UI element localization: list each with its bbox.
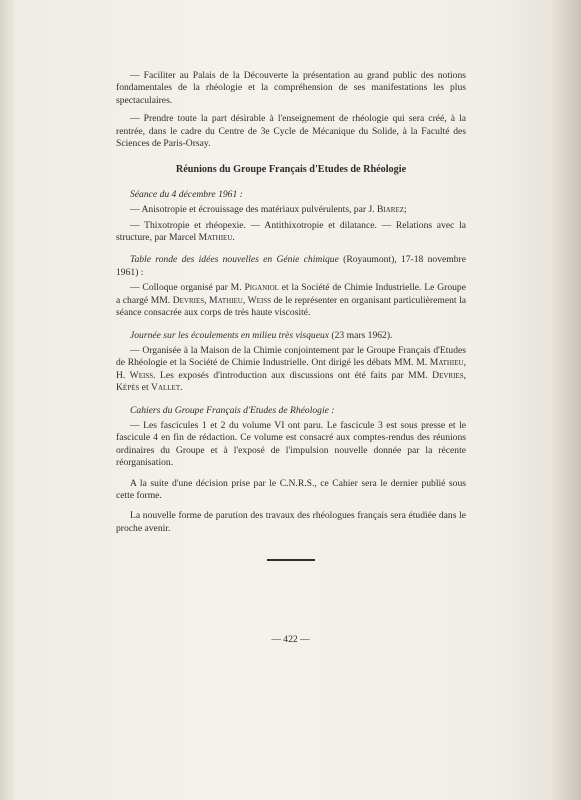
seance-item-1: — Anisotropie et écrouissage des matériaux pulvérulents, par J. Biarez; (130, 204, 407, 216)
seance-item-2: — Thixotropie et rhéopexie. — Antithixotropie et dilatance. — Relations avec la structure, par Marcel Mathieu. (116, 219, 466, 244)
cahiers-paragraph-3: La nouvelle forme de parution des travaux des rhéologues français sera étudiée dans le proche avenir. (116, 510, 466, 534)
table-ronde-title: Table ronde des idées nouvelles en Génie chimique (Royaumont), 17-18 novembre 1961) : (116, 254, 466, 278)
page-number: — 422 — (271, 634, 310, 645)
intro-paragraph-1: — Faciliter au Palais de la Découverte la présentation au grand public des notions fondamentales de la rhéologie et la compréhension de ses manifestations les plus spectaculaires. (116, 70, 466, 106)
page-body (116, 70, 466, 561)
journee-title: Journée sur les écoulements en milieu très visqueux (23 mars 1962). (130, 329, 393, 341)
intro-paragraph-2: — Prendre toute la part désirable à l'enseignement de rhéologie qui sera créé, à la rentrée, dans le cadre du Centre de 3e Cycle de Mécanique du Solide, à la Faculté des Sciences de Paris-Orsay. (116, 113, 466, 150)
table-ronde-block (116, 254, 466, 319)
journee-block (116, 330, 466, 395)
cahiers-block (116, 405, 466, 536)
cahiers-paragraph-2: A la suite d'une décision prise par le C.N.R.S., ce Cahier sera le dernier publié sous cette forme. (116, 477, 466, 501)
binding-edge (0, 0, 14, 800)
cahiers-title: Cahiers du Groupe Français d'Etudes de Rhéologie : (130, 404, 335, 416)
page-edge-shadow (551, 0, 581, 800)
journee-text: — Organisée à la Maison de la Chimie conjointement par le Groupe Français d'Etudes de Rhéologie et la Société de Chimie Industrielle. Ont dirigé les débats MM. M. Mathieu, H. Weiss. Les exposés d'introduction aux discussions ont été faits par MM. Devries, Képès et Vallet. (116, 344, 466, 394)
seance-block (116, 189, 466, 245)
cahiers-paragraph-1: — Les fascicules 1 et 2 du volume VI ont paru. Le fascicule 3 est sous presse et le fascicule 4 en fin de rédaction. Ce volume est consacré aux comptes-rendus des réunions ordinaires du Groupe et à l'exposé de l'impulsion nouvelle donnée par la récente réorganisation. (116, 419, 466, 469)
table-ronde-text: — Colloque organisé par M. Piganiol et la Société de Chimie Industrielle. Le Groupe a chargé MM. Devries, Mathieu, Weiss de le représenter en organisant particulièrement la séance consacrée aux corps de très haute viscosité. (116, 282, 466, 319)
section-heading: Réunions du Groupe Français d'Etudes de Rhéologie (175, 164, 407, 176)
closing-rule (267, 559, 315, 561)
seance-title: Séance du 4 décembre 1961 : (130, 188, 243, 200)
